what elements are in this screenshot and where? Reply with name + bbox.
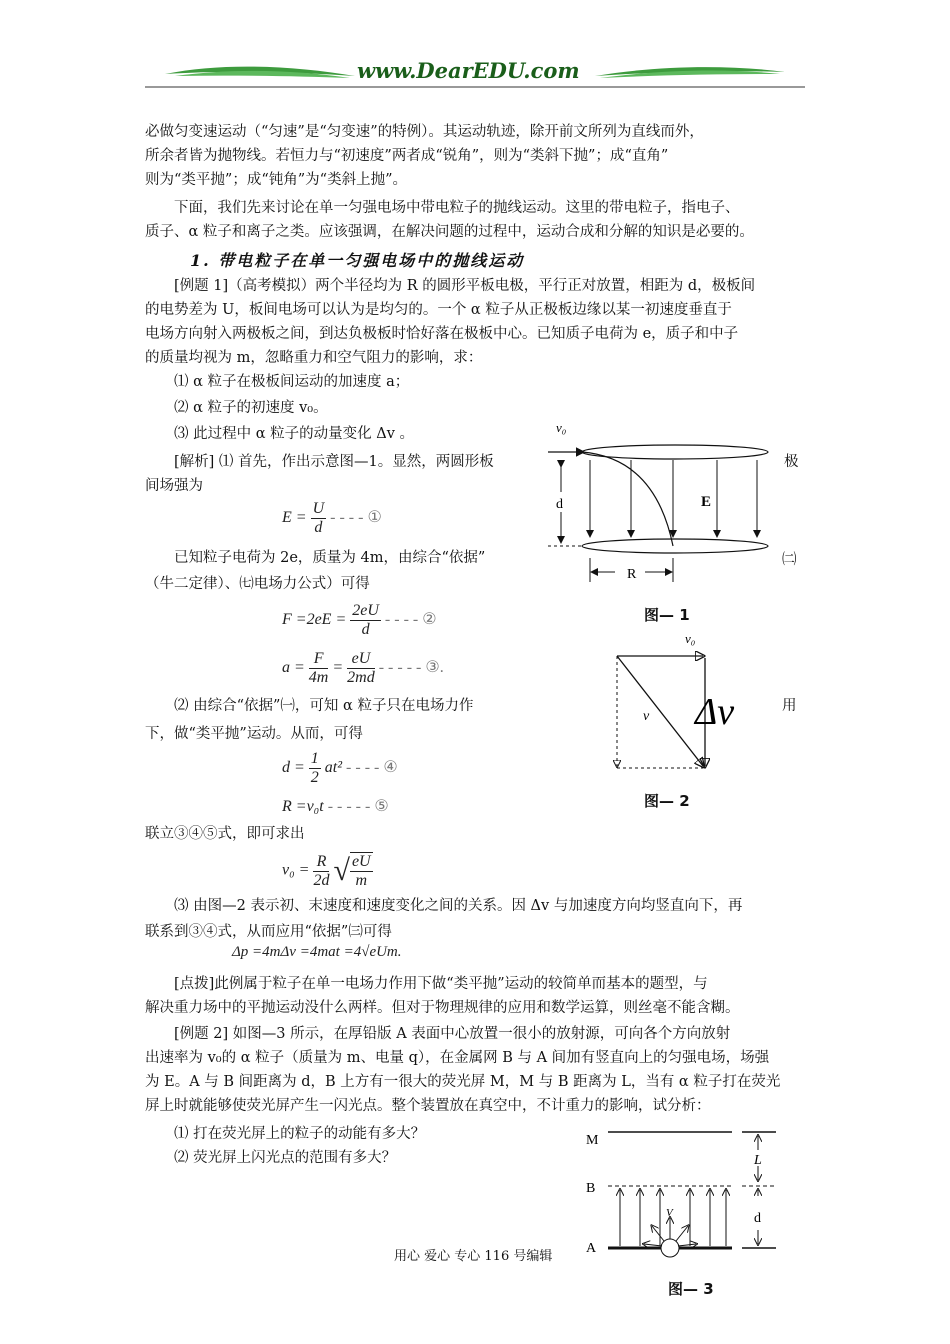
ex1-question-1: ⑴ α 粒子在极板间运动的加速度 a； (174, 374, 410, 390)
fig1-R-label: R (627, 567, 637, 582)
intro-line-2: 所余者皆为抛物线。若恒力与“初速度”两者成“锐角”，则为“类斜下抛”；成“直角” (145, 148, 669, 164)
ex2-line-2: 出速率为 v₀的 α 粒子（质量为 m、电量 q），在金属网 B 与 A 间加有竖直向上的匀强电场，场强 (145, 1050, 770, 1066)
ex1-line-1: [例题 1]（高考模拟）两个半径均为 R 的圆形平板电极，平行正对放置，相距为 d，极板间 (174, 278, 756, 294)
ex2-question-2: ⑵ 荧光屏上闪光点的范围有多大？ (174, 1150, 397, 1166)
fig3-B-label: B (586, 1181, 596, 1196)
sol-line-1: [解析] ⑴ 首先，作出示意图—1。显然，两圆形板 (174, 454, 494, 470)
equation-2: F =2eE = $\frac{2eU}{d}$ - - - - ② (282, 602, 437, 638)
sol-line-1-tail: 极 (784, 454, 799, 470)
note-line-1: [点拨]此例属于粒子在单一电场力作用下做“类平抛”运动的较简单而基本的题型，与 (174, 976, 708, 992)
sol-line-7: 联立③④⑤式，即可求出 (145, 826, 305, 842)
sol-line-6: 下，做“类平抛”运动。从而，可得 (145, 726, 363, 742)
intro-line-3: 则为“类平抛”；成“钝角”为“类斜上抛”。 (145, 172, 407, 188)
sol-line-2: 间场强为 (145, 478, 203, 494)
para2-line-1: 下面，我们先来讨论在单一匀强电场中带电粒子的抛线运动。这里的带电粒子，指电子、 (174, 200, 740, 216)
ex2-question-1: ⑴ 打在荧光屏上的粒子的动能有多大？ (174, 1126, 426, 1142)
sol-line-8: ⑶ 由图—2 表示初、末速度和速度变化之间的关系。因 Δv 与加速度方向均竖直向下，再 (174, 898, 743, 914)
equation-6: v₀ = $\frac{R}{2d}$ √ $\frac{eU}{m}$ (282, 852, 371, 889)
sol-line-3: 已知粒子电荷为 2e，质量为 4m，由综合“依据” (174, 550, 486, 566)
intro-line-1: 必做匀变速运动（“匀速”是“匀变速”的特例）。其运动轨迹，除开前文所列为直线而外， (145, 124, 704, 140)
fig2-v0-label: v₀ (685, 631, 696, 646)
figure-3-caption: 图— 3 (668, 1280, 714, 1298)
fig3-d-label: d (754, 1211, 761, 1226)
section-title: 1. 带电粒子在单一匀强电场中的抛线运动 (190, 251, 525, 270)
fig3-M-label: M (586, 1133, 599, 1148)
note-line-2: 解决重力场中的平抛运动没什么两样。但对于物理规律的应用和数学运算，则丝毫不能含糊。 (145, 1000, 740, 1016)
fig1-E-label: E (701, 494, 712, 510)
sol-line-3-tail: ㈡ (782, 552, 797, 568)
fig1-d-label: d (556, 497, 563, 512)
ex2-line-3: 为 E。A 与 B 间距离为 d，B 上方有一很大的荧光屏 M，M 与 B 距离为 L，当有 α 粒子打在荧光 (145, 1074, 781, 1090)
fig2-v-label: v (643, 709, 650, 724)
ex1-line-4: 的质量均视为 m，忽略重力和空气阻力的影响，求： (145, 350, 483, 366)
fig1-v0-label: v₀ (556, 420, 567, 435)
sol-line-4: （牛二定律）、㈦电场力公式）可得 (145, 576, 370, 592)
para2-line-2: 质子、α 粒子和离子之类。应该强调，在解决问题的过程中，运动合成和分解的知识是必要的。 (145, 224, 754, 240)
header-logo-text: www.DearEDU.com (357, 58, 580, 83)
equation-4: d = $\frac{1}{2}$ at² - - - - ④ (282, 750, 398, 786)
equation-5: R =v₀t - - - - - ⑤ (282, 798, 389, 815)
fig2-dv-label: Δv (695, 691, 735, 733)
fig3-L-label: L (754, 1153, 762, 1168)
equation-1: E = $\frac{U}{d}$ - - - - ① (282, 500, 382, 536)
ex2-line-1: [例题 2] 如图—3 所示，在厚铅版 A 表面中心放置一很小的放射源，可向各个方向放射 (174, 1026, 731, 1042)
sol-line-5: ⑵ 由综合“依据”㈠，可知 α 粒子只在电场力作 (174, 698, 474, 714)
equation-3: a = $\frac{F}{4m}$ = $\frac{eU}{2md}$ - - - - - ③. (282, 650, 444, 686)
ex1-line-2: 的电势差为 U，板间电场可以认为是均匀的。一个 α 粒子从正极板边缘以某一初速度垂直于 (145, 302, 732, 318)
sol-line-9: 联系到③④式，从而应用“依据”㈢可得 (145, 924, 392, 940)
figure-1-diagram (545, 418, 775, 590)
page-footer: 用心 爱心 专心 116 号编辑 (394, 1249, 553, 1264)
ex1-question-3: ⑶ 此过程中 α 粒子的动量变化 Δv 。 (174, 426, 414, 442)
figure-2-diagram (605, 628, 755, 778)
ex2-line-4: 屏上时就能够使荧光屏产生一闪光点。整个装置放在真空中，不计重力的影响，试分析： (145, 1098, 711, 1114)
ex1-line-3: 电场方向射入两极板之间，到达负极板时恰好落在极板中心。已知质子电荷为 e，质子和中子 (145, 326, 739, 342)
fig3-v-label: V (666, 1207, 673, 1219)
page-header (145, 58, 805, 92)
figure-3-diagram (580, 1122, 790, 1268)
fig3-A-label: A (586, 1241, 597, 1256)
ex1-question-2: ⑵ α 粒子的初速度 v₀。 (174, 400, 328, 416)
equation-7: Δp =4mΔv =4mat =4√eUm. (232, 944, 402, 960)
sol-line-5-tail: 用 (782, 698, 797, 714)
figure-2-caption: 图— 2 (644, 792, 690, 810)
figure-1-caption: 图— 1 (644, 606, 690, 624)
